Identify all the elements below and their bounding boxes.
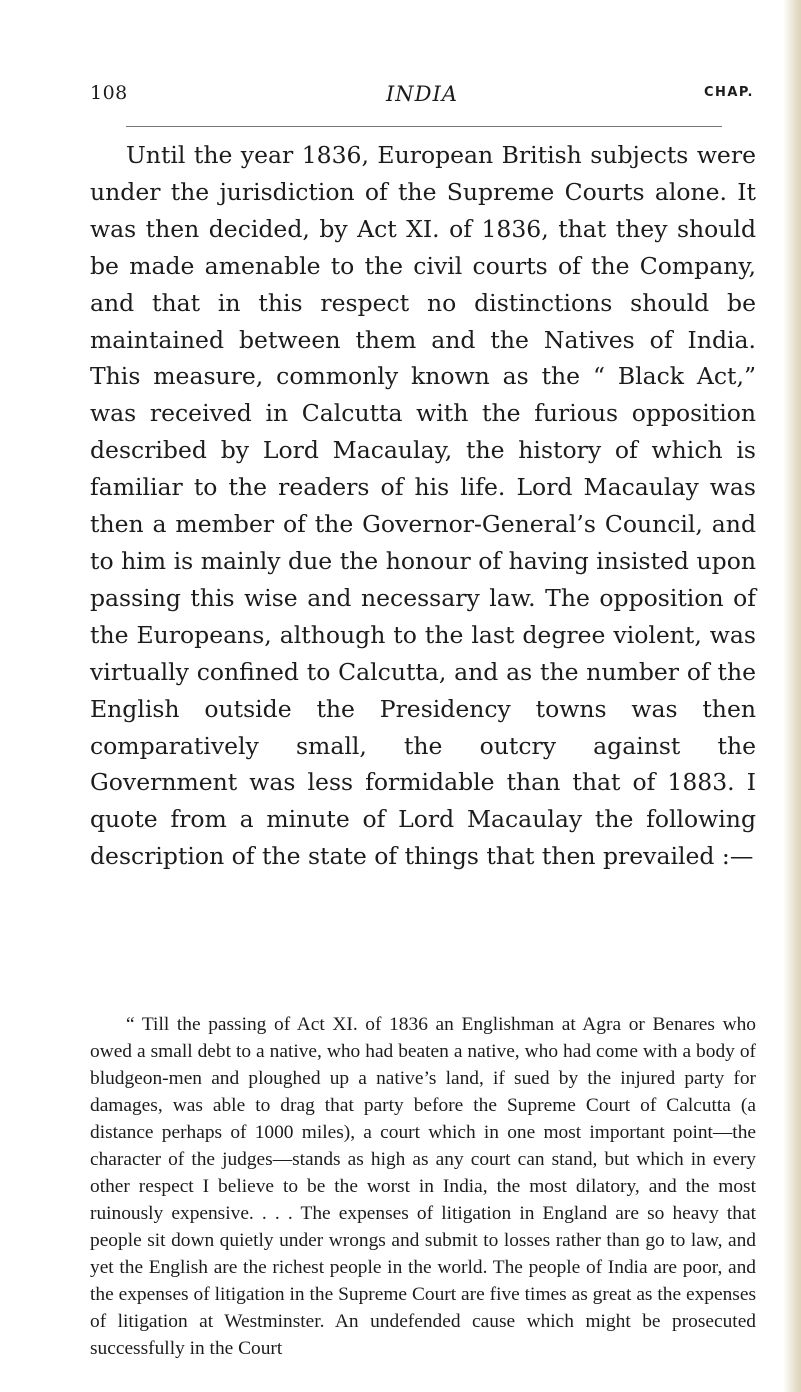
running-head bbox=[90, 82, 754, 114]
running-title: INDIA bbox=[386, 82, 458, 106]
page-number: 108 bbox=[90, 82, 128, 104]
block-quotation: “ Till the passing of Act XI. of 1836 an Englishman at Agra or Benares who owed a small debt to a native, who had beaten a native, who had come with a body of bludgeon-men and ploughed up a native’s land, if sued by the injured party for damages, was able to drag that party before the Supreme Court of Calcutta (a distance perhaps of 1000 miles), a court which in one most important point—the character of the judges—stands as high as any court can stand, but which in every other respect I believe to be the worst in India, the most dilatory, and the most ruinously expensive. . . . The expenses of litigation in England are so heavy that people sit down quietly under wrongs and submit to losses rather than go to law, and yet the English are the richest people in the world. The people of India are poor, and the expenses of litigation in the Supreme Court are five times as great as the expenses of litigation at Westminster. An undefended cause which might be prosecuted successfully in the Court bbox=[90, 1014, 756, 1359]
header-rule bbox=[126, 126, 722, 127]
chapter-label: CHAP. bbox=[703, 85, 754, 100]
body-paragraph: Until the year 1836, European British subjects were under the jurisdiction of the Supreme Courts alone. It was then decided, by Act XI. of 1836, that they should be made amenable to the civil courts of the Company, and that in this respect no distinctions should be maintained between them and the Natives of India. This measure, commonly known as the “ Black Act,” was received in Calcutta with the furious opposition described by Lord Macaulay, the history of which is familiar to the readers of his life. Lord Macaulay was then a member of the Governor-General’s Council, and to him is mainly due the honour of having insisted upon passing this wise and necessary law. The opposition of the Europeans, although to the last degree violent, was virtually confined to Calcutta, and as the number of the English outside the Presidency towns was then comparatively small, the outcry against the Government was less formidable than that of 1883. I quote from a minute of Lord Macaulay the following description of the state of things that then prevailed :— bbox=[90, 141, 756, 871]
page-edge-shading bbox=[783, 0, 801, 1392]
